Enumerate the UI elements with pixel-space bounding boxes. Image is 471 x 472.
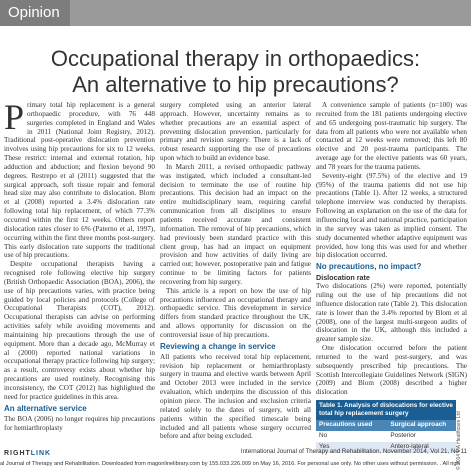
column-1: [4, 97, 155, 436]
paragraph: The BOA (2006) no longer requires hip precautions for hemiarthroplasty: [4, 414, 155, 432]
paragraph: This article is a report on how the use of hip precautions influenced an occupational therapy and orthopaedic service. This development in service differs from standard practice throughout the UK, and allows opportunity for discussion on the controversial issue of hip precautions.: [160, 286, 311, 339]
paragraph: Seventy-eight (97.5%) of the elective and 19 (95%) of the trauma patients did not use hip precautions (Table 1). After 12 weeks, a structured telephone interview was conducted by therapists. Following an explanation on the use of the data for influencing local and national practice, participation in the survey was taken as implied consent. The study documented whether adaptive equipment was provided, how long this was used for and whether hip dislocation occurred.: [316, 171, 467, 260]
paragraph: All patients who received total hip replacement, revision hip replacement or hemiarthroplasty surgery in trauma and elective wards between April and October 2013 were included in the service evaluation, which underpins the discussion of this opinion piece. The inclusion and exclusion criteria related solely to the dates of surgery, with all patients within the specified timescale being included and all patients whose surgery occurred before and after being excluded.: [160, 352, 311, 441]
download-notice: al Journal of Therapy and Rehabilitation. Downloaded from magonlinelibrary.com by 155.033.226.009 on May 16, 2016. For personal use only. No other uses without permission. . All righ: [0, 461, 460, 467]
section-heading: No precautions, no impact?: [316, 262, 422, 272]
paragraph: surgery completed using an anterior lateral approach. However, uncertainty remains as to whether precautions are an essential aspect of preventing dislocation prevention, particularly for primary and revision surgery. There is a lack of robust research supporting the use of precautions upon which to build an evidence base.: [160, 101, 311, 163]
table-cell: Antero-lateral: [387, 442, 456, 453]
journal-reference: International Journal of Therapy and Rehabilitation, November 2014, Vol 21, No 11: [240, 448, 467, 455]
paragraph: One dislocation occurred before the patient returned to the ward post-surgery, and was subsequently prescribed hip precautions. The Scottish Intercollegiate Guidelines Network (SIGN) (2009) and Blom (2008) described a higher dislocation: [316, 344, 467, 397]
title-line-1: Occupational therapy in orthopaedics:: [50, 46, 421, 71]
column-2: [160, 101, 311, 441]
page-footer: [0, 446, 471, 471]
paragraph: Primary total hip replacement is a general orthopaedic procedure, with 76 448 surgeries completed in England and Wales in 2011 (National Joint Registry, 2012). Traditional post-operative dislocation prevention involves using hip precautions for six to 12 weeks. These restrict: internal and external rotation, hip adduction and abduction; and flexion beyond 90 degrees. Restrepo et al (2011) suggested that the surgical approach, soft tissue repair and femoral head size may also contribute to dislocation. Blom et al (2008) reported a 3.4% dislocation rate following total hip replacement, of which 77.3% occurred within the first 12 weeks. Others report dislocation rates closer to 6% (Paterno et al, 1997), occurring within the first three months post-surgery. This early dislocation rate supports the traditional use of hip precautions.: [4, 97, 155, 260]
paragraph: Two dislocations (2%) were reported, potentially ruling out the use of hip precautions did not influence dislocation rate (Table 2). This dislocation rate is lower than the 3.4% reported by Blom et al (2008), one of the largest multi-surgeon audits of dislocation in the UK, although this included a greater sample size.: [316, 282, 467, 344]
table-cell: Posterior: [390, 432, 416, 439]
subsection-heading: Dislocation rate: [316, 273, 370, 283]
table-row: [316, 431, 456, 442]
table-cell: No: [319, 432, 328, 439]
table-1: [316, 400, 456, 453]
title-line-2: An alternative to hip precautions?: [72, 72, 399, 97]
header-bar: [0, 0, 471, 26]
copyright-notice: © 2014 MA Healthcare Ltd: [456, 411, 462, 470]
table-header: Precautions used: [316, 420, 387, 431]
section-heading: Reviewing a change in service: [160, 341, 276, 351]
section-heading: An alternative service: [4, 403, 87, 413]
paragraph: In March 2011, a revised orthopaedic pathway was instigated, which included a consultant-led decision to terminate the use of routine hip precautions. This decision had an impact on the entire multidisciplinary team, requiring careful communication from all disciplines to ensure patients received accurate and consistent information. The removal of hip precautions, which had previously been standard practice with this client group, has had an impact on equipment provision and how activities of daily living are carried out; however, postoperative pain and fatigue continue to be limiting factors for patients recovering from hip surgery.: [160, 162, 311, 286]
paragraph: A convenience sample of patients (n=100) was recruited from the 181 patients undergoing elective and 65 undergoing post-traumatic hip surgery. The data from all patients who were not available when contacted at 12 weeks were removed; this left 80 elective and 20 post-trauma participants. The average age for the elective patients was 60 years, and 78 years for the trauma patients.: [316, 101, 467, 171]
paragraph: Despite occupational therapists having a recognised role following elective hip surgery (British Orthopaedic Association (BOA), 2006), the use of hip precautions varies, with practice being guided by local policies and protocols (College of Occupational Therapists (COT), 2012). Occupational therapists can advise on performing activities safely while avoiding movements and maintaining hip precautions through the use of equipment. More than a decade ago, McMurray et al (2000) reported national variations in occupational therapy practice following hip surgery; as a result, controversy exists about whether hip precautions are used routinely. Recognising this inconsistency, the COT (2012) has highlighted the need for practice guidelines in this area.: [4, 260, 155, 401]
table-caption: Table 1. Analysis of dislocations for elective total hip replacement surgery: [316, 400, 456, 420]
section-label: Opinion: [0, 0, 70, 26]
article-title: [0, 46, 471, 98]
dropcap: P: [4, 97, 25, 137]
publisher-logo: RIGHTLINK: [4, 450, 52, 457]
table-cell: Yes: [316, 442, 387, 453]
table-header: Surgical approach: [387, 420, 456, 431]
